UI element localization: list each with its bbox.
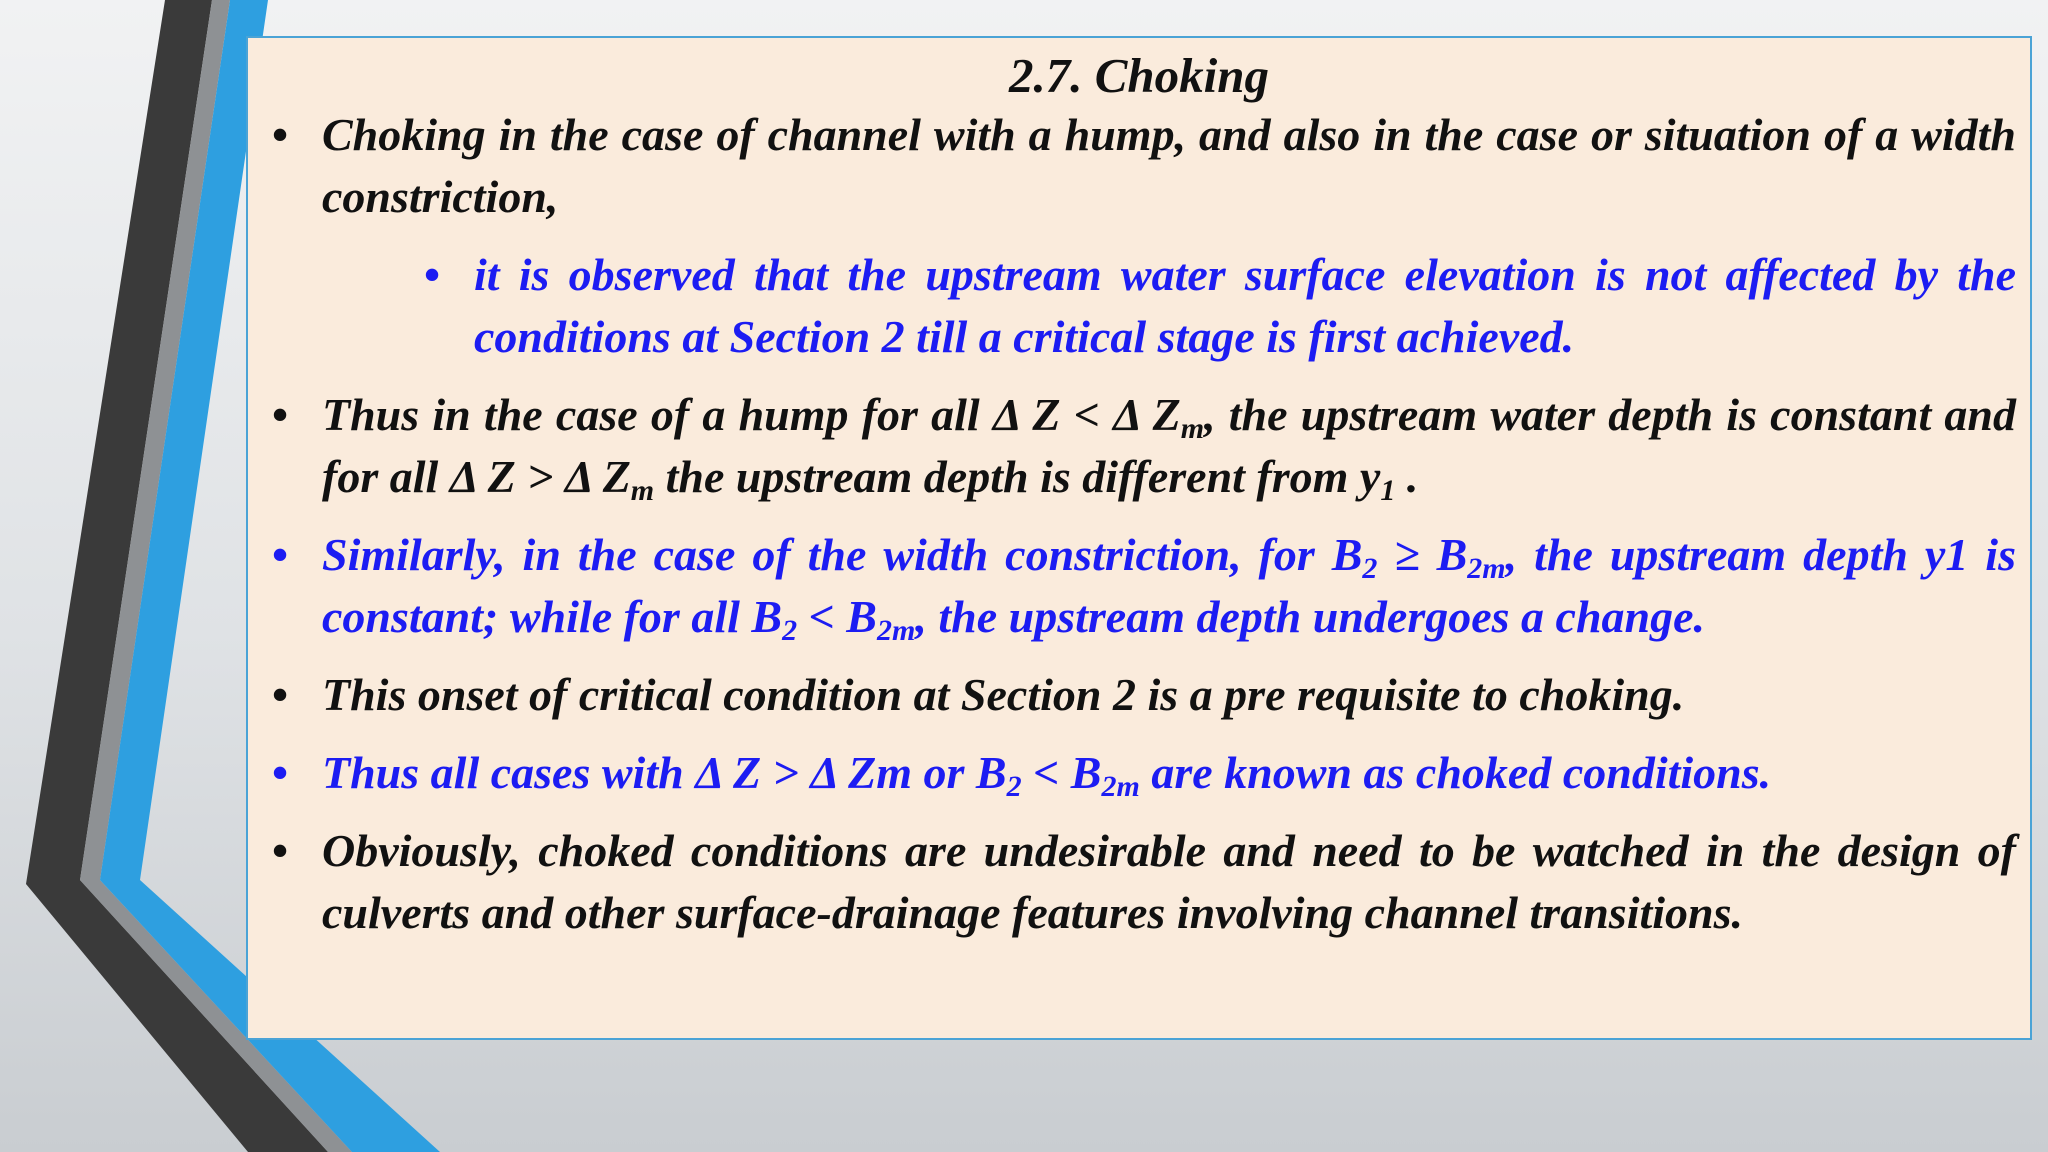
slide-content-box [246,36,2032,1040]
bullet-onset: • This onset of critical condition at Section 2 is a pre requisite to choking. [262,664,2016,726]
bullet-dot: • [272,669,289,720]
bullet-dot: • [272,747,289,798]
bullet-dot: • [272,825,289,876]
bullet-dot: • [272,389,289,440]
bullet-width-constriction: • Similarly, in the case of the width constriction, for $B_2 \ge B_{2m}$, the upstream depth y1 is constant; while for all $B_2 < B_{2m}$, the upstream depth undergoes a change. [262,524,2016,648]
bullet-list [262,104,2016,944]
bullet-dot: • [272,529,289,580]
slide-title: 2.7. Choking [1008,48,1270,103]
bullet-hump-case: • Thus in the case of a hump for all Δ Z < Δ $Z_m$, the upstream water depth is constant and for all Δ Z > Δ $Z_m$ the upstream depth is different from $y_1$ . [262,384,2016,508]
bullet-observation: • it is observed that the upstream water surface elevation is not affected by the conditions at Section 2 till a critical stage is first achieved. [262,244,2016,368]
bullet-choking-intro: • Choking in the case of channel with a hump, and also in the case or situation of a width constriction, [262,104,2016,228]
bullet-obviously: • Obviously, choked conditions are undesirable and need to be watched in the design of culverts and other surface-drainage features involving channel transitions. [262,820,2016,944]
bullet-dot: • [272,109,289,160]
bullet-dot: • [424,249,441,300]
bullet-choked-cases: • Thus all cases with Δ Z > Δ Zm or $B_2 < B_{2m}$ are known as choked conditions. [262,742,2016,804]
